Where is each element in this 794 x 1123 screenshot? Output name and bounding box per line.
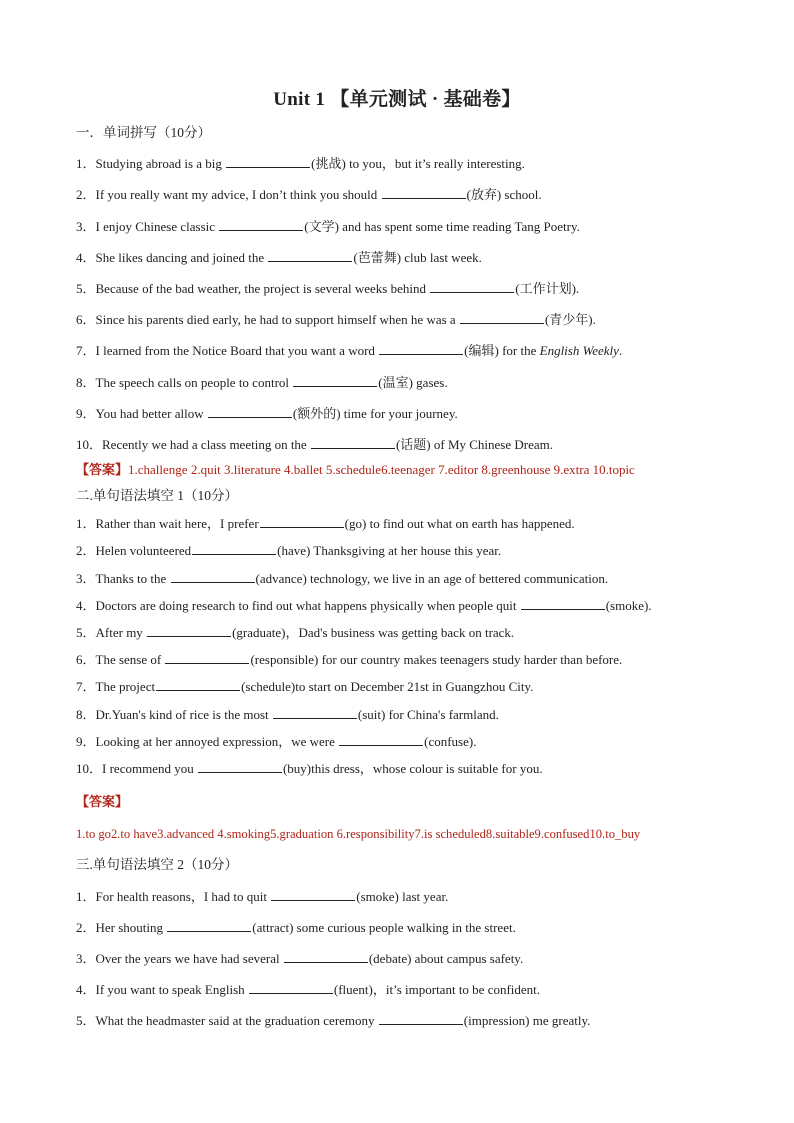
answer-blank[interactable] bbox=[208, 406, 292, 418]
answer-blank[interactable] bbox=[521, 598, 605, 610]
section2-heading: 二.单句语法填空 1（10分） bbox=[76, 488, 238, 503]
s1-question-7: 7．I learned from the Notice Board that you want a word (编辑) for the English Weekly. bbox=[76, 343, 623, 358]
answer-blank[interactable] bbox=[293, 375, 377, 387]
answer-blank[interactable] bbox=[273, 707, 357, 719]
s2-answer-tag bbox=[76, 794, 128, 810]
answer-blank[interactable] bbox=[382, 187, 466, 199]
answer-blank[interactable] bbox=[339, 734, 423, 746]
answer-blank[interactable] bbox=[226, 156, 310, 168]
s3-question-4: 4．If you want to speak English (fluent)，it’s important to be confident. bbox=[76, 982, 541, 997]
s1-question-6: 6．Since his parents died early, he had to support himself when he was a (青少年). bbox=[76, 312, 596, 327]
page-title: Unit 1 【单元测试 · 基础卷】 bbox=[273, 89, 521, 110]
answer-blank[interactable] bbox=[192, 543, 276, 555]
answer-blank[interactable] bbox=[260, 516, 344, 528]
s1-question-2: 2．If you really want my advice, I don’t think you should (放弃) school. bbox=[76, 187, 542, 202]
s3-question-1: 1．For health reasons，I had to quit (smoke) last year. bbox=[76, 889, 449, 904]
s3-question-3: 3．Over the years we have had several (debate) about campus safety. bbox=[76, 951, 524, 966]
answer-text: 1.challenge 2.quit 3.literature 4.ballet 5.schedule6.teenager 7.editor 8.greenhouse 9.extra 10.topic bbox=[128, 462, 635, 477]
s2-question-9: 9．Looking at her annoyed expression，we were (confuse). bbox=[76, 734, 477, 749]
answer-blank[interactable] bbox=[271, 889, 355, 901]
s1-question-1: 1．Studying abroad is a big (挑战) to you，but it’s really interesting. bbox=[76, 156, 525, 171]
answer-blank[interactable] bbox=[430, 281, 514, 293]
s2-question-6: 6．The sense of (responsible) for our country makes teenagers study harder than before. bbox=[76, 652, 623, 667]
answer-blank[interactable] bbox=[171, 571, 255, 583]
answer-blank[interactable] bbox=[268, 250, 352, 262]
s2-question-2: 2．Helen volunteered (have) Thanksgiving at her house this year. bbox=[76, 543, 502, 558]
s2-answer-text bbox=[76, 826, 640, 842]
s1-answer bbox=[76, 462, 635, 478]
answer-blank[interactable] bbox=[167, 920, 251, 932]
answer-blank[interactable] bbox=[460, 312, 544, 324]
section1-heading: 一．单词拼写（10分） bbox=[76, 125, 211, 140]
s2-question-10: 10．I recommend you (buy)this dress，whose colour is suitable for you. bbox=[76, 761, 543, 776]
answer-blank[interactable] bbox=[147, 625, 231, 637]
s3-question-2: 2．Her shouting (attract) some curious people walking in the street. bbox=[76, 920, 516, 935]
answer-blank[interactable] bbox=[156, 679, 240, 691]
s2-question-7: 7．The project (schedule)to start on December 21st in Guangzhou City. bbox=[76, 679, 534, 694]
s2-question-5: 5．After my (graduate)，Dad's business was getting back on track. bbox=[76, 625, 515, 640]
answer-tag: 【答案】 bbox=[76, 794, 129, 809]
s3-question-5: 5．What the headmaster said at the graduation ceremony (impression) me greatly. bbox=[76, 1013, 591, 1028]
s1-question-5: 5．Because of the bad weather, the project is several weeks behind (工作计划). bbox=[76, 281, 580, 296]
answer-blank[interactable] bbox=[198, 761, 282, 773]
s2-question-8: 8．Dr.Yuan's kind of rice is the most (suit) for China's farmland. bbox=[76, 707, 499, 722]
s2-question-4: 4．Doctors are doing research to find out what happens physically when people quit (smoke). bbox=[76, 598, 652, 613]
s1-question-4: 4．She likes dancing and joined the (芭蕾舞) club last week. bbox=[76, 250, 482, 265]
section3-heading: 三.单句语法填空 2（10分） bbox=[76, 857, 238, 872]
answer-blank[interactable] bbox=[284, 951, 368, 963]
answer-blank[interactable] bbox=[379, 343, 463, 355]
answer-blank[interactable] bbox=[379, 1013, 463, 1025]
s1-question-3: 3．I enjoy Chinese classic (文学) and has spent some time reading Tang Poetry. bbox=[76, 219, 580, 234]
s1-question-10: 10．Recently we had a class meeting on the (话题) of My Chinese Dream. bbox=[76, 437, 554, 452]
answer-blank[interactable] bbox=[311, 437, 395, 449]
s1-question-8: 8．The speech calls on people to control (温室) gases. bbox=[76, 375, 448, 390]
answer-blank[interactable] bbox=[219, 219, 303, 231]
answer-text: 1.to go2.to have3.advanced 4.smoking5.graduation 6.responsibility7.is scheduled8.suitable9.confused10.to_buy bbox=[76, 827, 641, 841]
answer-blank[interactable] bbox=[249, 982, 333, 994]
s1-question-9: 9．You had better allow (额外的) time for your journey. bbox=[76, 406, 458, 421]
s2-question-3: 3．Thanks to the (advance) technology, we live in an age of bettered communication. bbox=[76, 571, 609, 586]
answer-blank[interactable] bbox=[165, 652, 249, 664]
s2-question-1: 1．Rather than wait here，I prefer (go) to find out what on earth has happened. bbox=[76, 516, 575, 531]
answer-tag: 【答案】 bbox=[76, 462, 129, 477]
